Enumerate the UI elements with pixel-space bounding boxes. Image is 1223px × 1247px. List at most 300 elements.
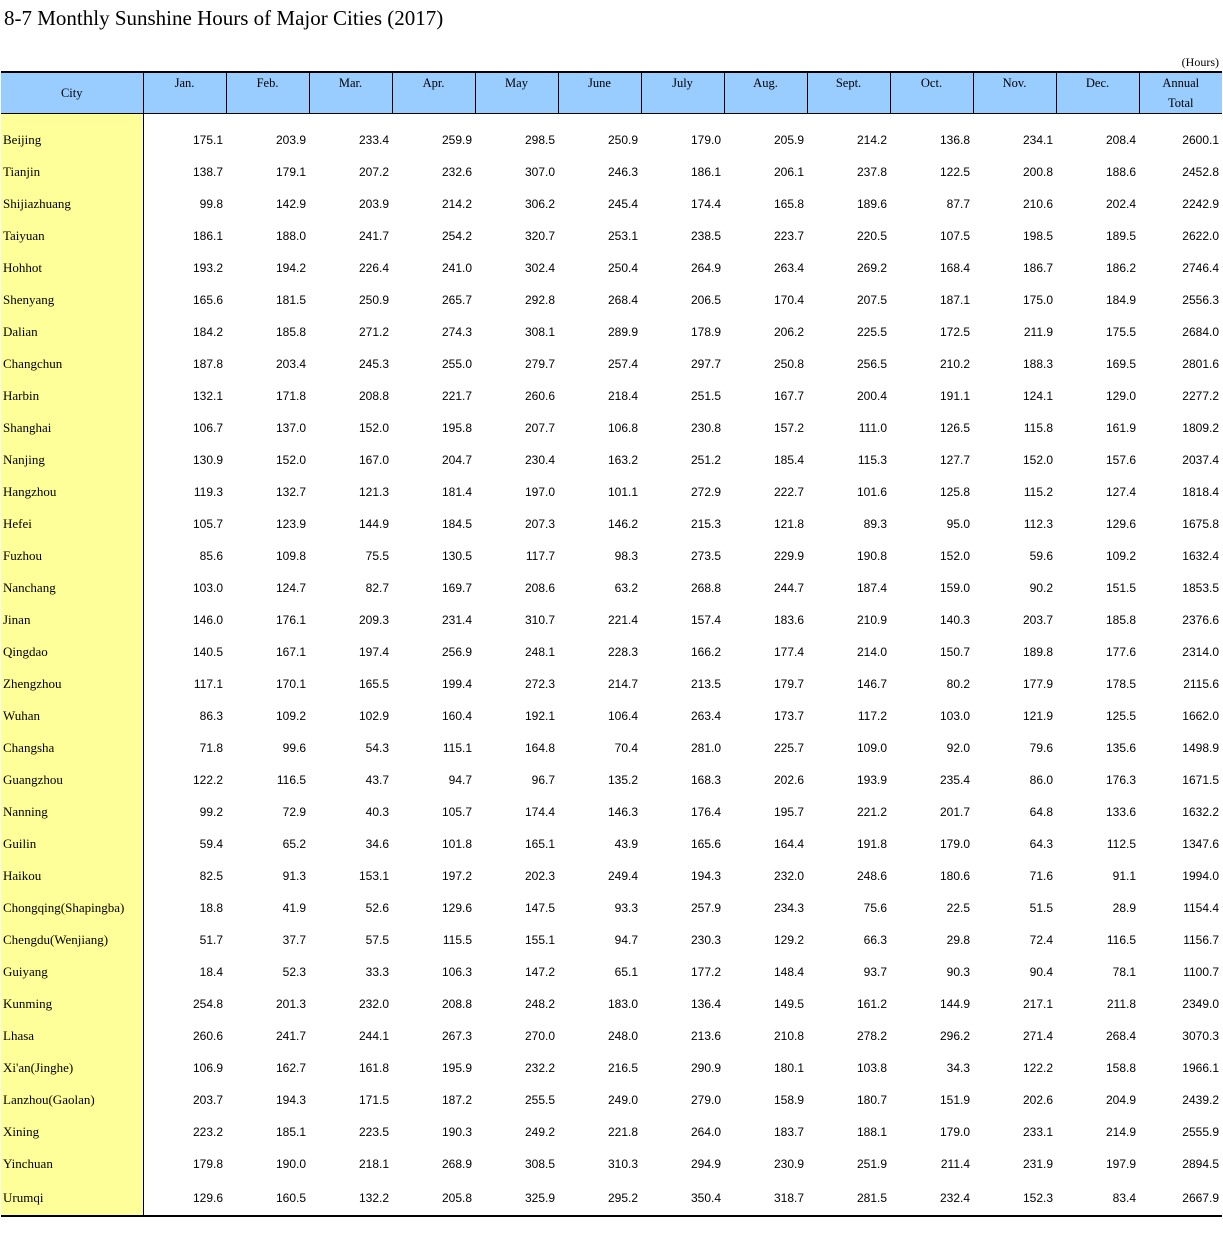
month-value-cell: 296.2 [939, 1029, 970, 1043]
month-value-cell: 214.7 [607, 677, 638, 691]
table-row [1, 444, 1222, 476]
month-value-cell: 146.2 [607, 517, 638, 531]
month-value-cell: 201.7 [939, 805, 970, 819]
month-value-cell: 232.4 [890, 1180, 973, 1216]
month-value-cell: 186.2 [1105, 261, 1136, 275]
month-value-cell: 186.1 [192, 229, 223, 243]
month-value-cell: 267.3 [441, 1029, 472, 1043]
month-value-cell: 93.7 [863, 965, 887, 979]
month-value-cell: 177.6 [1105, 645, 1136, 659]
month-value-cell: 272.3 [524, 677, 555, 691]
month-value-cell: 65.2 [282, 837, 306, 851]
annual-total-cell: 2622.0 [1182, 229, 1219, 243]
annual-total-cell: 1154.4 [1183, 901, 1219, 915]
header-annual-total [1139, 72, 1222, 114]
month-value-cell: 253.1 [607, 229, 638, 243]
month-value-cell: 195.8 [441, 421, 472, 435]
month-value-cell: 37.7 [282, 933, 306, 947]
table-row [1, 1116, 1222, 1148]
month-value-cell: 179.7 [773, 677, 804, 691]
month-value-cell: 230.3 [690, 933, 721, 947]
month-value-cell: 52.3 [282, 965, 306, 979]
month-value-cell: 189.6 [856, 197, 887, 211]
month-value-cell: 208.4 [1105, 133, 1136, 147]
month-value-cell: 184.9 [1105, 293, 1136, 307]
table-row [1, 956, 1222, 988]
month-value-cell: 115.5 [442, 933, 472, 947]
month-value-cell: 241.7 [358, 229, 389, 243]
month-value-cell: 225.5 [856, 325, 887, 339]
month-value-cell: 211.8 [1106, 997, 1136, 1011]
city-name-cell: Lhasa [1, 1020, 143, 1052]
month-value-cell: 223.2 [192, 1125, 223, 1139]
month-value-cell: 103.8 [856, 1061, 887, 1075]
annual-total-cell: 2600.1 [1182, 133, 1219, 147]
annual-total-cell: 1100.7 [1183, 965, 1219, 979]
month-value-cell: 250.9 [607, 133, 638, 147]
month-value-cell: 137.0 [275, 421, 306, 435]
city-name-cell: Lanzhou(Gaolan) [1, 1084, 143, 1116]
month-value-cell: 241.0 [441, 261, 472, 275]
month-value-cell: 193.2 [192, 261, 223, 275]
month-value-cell: 179.8 [192, 1157, 223, 1171]
month-value-cell: 132.7 [275, 485, 306, 499]
month-value-cell: 78.1 [1112, 965, 1136, 979]
month-value-cell: 263.4 [690, 709, 721, 723]
month-value-cell: 257.9 [690, 901, 721, 915]
month-value-cell: 187.4 [856, 581, 887, 595]
header-month: Oct. [890, 72, 973, 114]
city-name-cell: Harbin [1, 380, 143, 412]
month-value-cell: 235.4 [939, 773, 970, 787]
month-value-cell: 190.0 [275, 1157, 306, 1171]
table-row [1, 636, 1222, 668]
table-row [1, 604, 1222, 636]
month-value-cell: 223.5 [358, 1125, 389, 1139]
month-value-cell: 206.5 [690, 293, 721, 307]
spacer-row [1, 114, 1222, 125]
month-value-cell: 170.4 [773, 293, 804, 307]
month-value-cell: 217.1 [1022, 997, 1053, 1011]
month-value-cell: 203.7 [192, 1093, 223, 1107]
month-value-cell: 204.9 [1105, 1093, 1136, 1107]
month-value-cell: 165.8 [773, 197, 804, 211]
month-value-cell: 165.5 [358, 677, 389, 691]
month-value-cell: 210.8 [773, 1029, 804, 1043]
month-value-cell: 281.5 [807, 1180, 890, 1216]
month-value-cell: 233.1 [1022, 1125, 1053, 1139]
month-value-cell: 213.6 [690, 1029, 721, 1043]
month-value-cell: 63.2 [614, 581, 638, 595]
month-value-cell: 51.7 [199, 933, 223, 947]
month-value-cell: 130.5 [441, 549, 472, 563]
month-value-cell: 158.8 [1105, 1061, 1136, 1075]
month-value-cell: 214.2 [441, 197, 472, 211]
month-value-cell: 75.5 [365, 549, 389, 563]
city-name-cell: Zhengzhou [1, 668, 143, 700]
month-value-cell: 174.4 [690, 197, 721, 211]
month-value-cell: 178.5 [1105, 677, 1136, 691]
month-value-cell: 43.9 [614, 837, 638, 851]
month-value-cell: 190.3 [441, 1125, 472, 1139]
month-value-cell: 185.4 [773, 453, 804, 467]
month-value-cell: 245.3 [358, 357, 389, 371]
month-value-cell: 189.5 [1105, 229, 1136, 243]
table-row [1, 220, 1222, 252]
month-value-cell: 34.3 [946, 1061, 970, 1075]
month-value-cell: 109.8 [275, 549, 306, 563]
table-row [1, 1180, 1222, 1216]
month-value-cell: 251.9 [856, 1157, 887, 1171]
header-month: July [641, 72, 724, 114]
month-value-cell: 194.2 [275, 261, 306, 275]
header-month: Mar. [309, 72, 392, 114]
month-value-cell: 90.3 [946, 965, 970, 979]
annual-total-cell: 2746.4 [1182, 261, 1219, 275]
month-value-cell: 251.5 [690, 389, 721, 403]
month-value-cell: 201.3 [275, 997, 306, 1011]
month-value-cell: 200.4 [856, 389, 887, 403]
month-value-cell: 34.6 [365, 837, 389, 851]
month-value-cell: 115.8 [1023, 421, 1053, 435]
month-value-cell: 191.8 [856, 837, 887, 851]
month-value-cell: 18.8 [199, 901, 223, 915]
city-name-cell: Xi'an(Jinghe) [1, 1052, 143, 1084]
month-value-cell: 298.5 [524, 133, 555, 147]
month-value-cell: 251.2 [690, 453, 721, 467]
annual-total-cell: 2115.6 [1183, 677, 1219, 691]
month-value-cell: 129.6 [1105, 517, 1136, 531]
month-value-cell: 54.3 [365, 741, 389, 755]
month-value-cell: 40.3 [365, 805, 389, 819]
month-value-cell: 152.3 [973, 1180, 1056, 1216]
annual-total-cell: 2037.4 [1182, 453, 1219, 467]
city-name-cell: Guiyang [1, 956, 143, 988]
month-value-cell: 281.0 [690, 741, 721, 755]
month-value-cell: 249.4 [607, 869, 638, 883]
month-value-cell: 82.7 [365, 581, 389, 595]
month-value-cell: 184.5 [441, 517, 472, 531]
month-value-cell: 223.7 [773, 229, 804, 243]
month-value-cell: 234.1 [1022, 133, 1053, 147]
month-value-cell: 127.7 [939, 453, 970, 467]
month-value-cell: 79.6 [1029, 741, 1053, 755]
month-value-cell: 256.9 [441, 645, 472, 659]
month-value-cell: 171.8 [275, 389, 306, 403]
month-value-cell: 106.8 [607, 421, 638, 435]
month-value-cell: 109.0 [856, 741, 887, 755]
month-value-cell: 248.1 [524, 645, 555, 659]
month-value-cell: 248.2 [524, 997, 555, 1011]
month-value-cell: 71.6 [1029, 869, 1053, 883]
month-value-cell: 210.6 [1022, 197, 1053, 211]
table-row [1, 508, 1222, 540]
month-value-cell: 135.2 [607, 773, 638, 787]
month-value-cell: 177.9 [1022, 677, 1053, 691]
month-value-cell: 144.9 [358, 517, 389, 531]
month-value-cell: 188.1 [856, 1125, 887, 1139]
month-value-cell: 179.1 [275, 165, 306, 179]
table-row [1, 1020, 1222, 1052]
header-month: Jan. [143, 72, 226, 114]
month-value-cell: 96.7 [531, 773, 555, 787]
month-value-cell: 193.9 [856, 773, 887, 787]
month-value-cell: 203.9 [358, 197, 389, 211]
month-value-cell: 218.4 [607, 389, 638, 403]
month-value-cell: 168.3 [690, 773, 721, 787]
month-value-cell: 152.0 [275, 453, 306, 467]
month-value-cell: 206.2 [773, 325, 804, 339]
month-value-cell: 218.1 [358, 1157, 389, 1171]
city-name-cell: Changchun [1, 348, 143, 380]
month-value-cell: 265.7 [441, 293, 472, 307]
month-value-cell: 190.8 [856, 549, 887, 563]
month-value-cell: 278.2 [856, 1029, 887, 1043]
month-value-cell: 122.2 [192, 773, 223, 787]
month-value-cell: 202.6 [773, 773, 804, 787]
month-value-cell: 80.2 [946, 677, 970, 691]
month-value-cell: 75.6 [863, 901, 887, 915]
month-value-cell: 350.4 [641, 1180, 724, 1216]
annual-total-cell: 2349.0 [1182, 997, 1219, 1011]
month-value-cell: 66.3 [863, 933, 887, 947]
month-value-cell: 221.4 [607, 613, 638, 627]
month-value-cell: 213.5 [690, 677, 721, 691]
month-value-cell: 207.2 [358, 165, 389, 179]
month-value-cell: 150.7 [939, 645, 970, 659]
table-row [1, 892, 1222, 924]
month-value-cell: 115.2 [1023, 485, 1053, 499]
month-value-cell: 159.0 [939, 581, 970, 595]
month-value-cell: 85.6 [199, 549, 223, 563]
month-value-cell: 307.0 [524, 165, 555, 179]
month-value-cell: 103.0 [192, 581, 223, 595]
annual-total-cell: 2801.6 [1182, 357, 1219, 371]
month-value-cell: 164.4 [773, 837, 804, 851]
month-value-cell: 256.5 [856, 357, 887, 371]
month-value-cell: 138.7 [192, 165, 223, 179]
month-value-cell: 119.3 [193, 485, 223, 499]
month-value-cell: 320.7 [524, 229, 555, 243]
month-value-cell: 121.9 [1022, 709, 1053, 723]
month-value-cell: 205.8 [392, 1180, 475, 1216]
annual-total-cell: 1818.4 [1182, 485, 1219, 499]
month-value-cell: 234.3 [773, 901, 804, 915]
annual-total-cell: 1994.0 [1182, 869, 1219, 883]
month-value-cell: 98.3 [614, 549, 638, 563]
month-value-cell: 250.4 [607, 261, 638, 275]
month-value-cell: 197.9 [1105, 1157, 1136, 1171]
table-row [1, 188, 1222, 220]
annual-total-cell: 1156.7 [1183, 933, 1219, 947]
month-value-cell: 115.1 [442, 741, 472, 755]
month-value-cell: 93.3 [614, 901, 638, 915]
month-value-cell: 241.7 [275, 1029, 306, 1043]
city-name-cell: Haikou [1, 860, 143, 892]
month-value-cell: 176.1 [275, 613, 306, 627]
header-annual-line2: Total [1167, 96, 1194, 110]
table-row [1, 988, 1222, 1020]
annual-total-cell: 2667.9 [1139, 1180, 1222, 1216]
month-value-cell: 146.0 [192, 613, 223, 627]
city-name-cell: Tianjin [1, 156, 143, 188]
month-value-cell: 116.5 [1106, 933, 1136, 947]
month-value-cell: 200.8 [1022, 165, 1053, 179]
month-value-cell: 22.5 [946, 901, 970, 915]
month-value-cell: 230.4 [524, 453, 555, 467]
month-value-cell: 195.9 [441, 1061, 472, 1075]
month-value-cell: 105.7 [441, 805, 472, 819]
month-value-cell: 181.4 [441, 485, 472, 499]
month-value-cell: 268.4 [1105, 1029, 1136, 1043]
header-month: Feb. [226, 72, 309, 114]
month-value-cell: 89.3 [863, 517, 887, 531]
month-value-cell: 107.5 [939, 229, 970, 243]
month-value-cell: 109.2 [1105, 549, 1136, 563]
month-value-cell: 214.9 [1105, 1125, 1136, 1139]
month-value-cell: 152.0 [1022, 453, 1053, 467]
month-value-cell: 52.6 [365, 901, 389, 915]
month-value-cell: 28.9 [1112, 901, 1136, 915]
month-value-cell: 233.4 [358, 133, 389, 147]
month-value-cell: 140.3 [939, 613, 970, 627]
month-value-cell: 289.9 [607, 325, 638, 339]
month-value-cell: 180.7 [856, 1093, 887, 1107]
city-name-cell: Nanning [1, 796, 143, 828]
month-value-cell: 310.3 [607, 1157, 638, 1171]
month-value-cell: 255.5 [524, 1093, 555, 1107]
table-row [1, 860, 1222, 892]
month-value-cell: 147.2 [524, 965, 555, 979]
month-value-cell: 232.0 [773, 869, 804, 883]
month-value-cell: 248.6 [856, 869, 887, 883]
month-value-cell: 221.2 [856, 805, 887, 819]
annual-total-cell: 2376.6 [1182, 613, 1219, 627]
month-value-cell: 249.0 [607, 1093, 638, 1107]
month-value-cell: 86.0 [1029, 773, 1053, 787]
month-value-cell: 169.5 [1105, 357, 1136, 371]
month-value-cell: 208.8 [441, 997, 472, 1011]
month-value-cell: 115.3 [857, 453, 887, 467]
annual-total-cell: 2439.2 [1182, 1093, 1219, 1107]
month-value-cell: 161.2 [856, 997, 887, 1011]
month-value-cell: 211.4 [940, 1157, 970, 1171]
month-value-cell: 189.8 [1022, 645, 1053, 659]
month-value-cell: 216.5 [607, 1061, 638, 1075]
header-month: May [475, 72, 558, 114]
month-value-cell: 169.7 [441, 581, 472, 595]
month-value-cell: 103.0 [939, 709, 970, 723]
month-value-cell: 192.1 [524, 709, 555, 723]
month-value-cell: 65.1 [614, 965, 638, 979]
annual-total-cell: 1662.0 [1182, 709, 1219, 723]
annual-total-cell: 1632.2 [1182, 805, 1219, 819]
table-body [1, 114, 1222, 1217]
month-value-cell: 231.4 [441, 613, 472, 627]
month-value-cell: 179.0 [939, 837, 970, 851]
month-value-cell: 229.9 [773, 549, 804, 563]
month-value-cell: 231.9 [1022, 1157, 1053, 1171]
month-value-cell: 306.2 [524, 197, 555, 211]
table-row [1, 668, 1222, 700]
table-row [1, 828, 1222, 860]
month-value-cell: 167.0 [358, 453, 389, 467]
city-name-cell: Beijing [1, 124, 143, 156]
month-value-cell: 170.1 [275, 677, 306, 691]
month-value-cell: 133.6 [1105, 805, 1136, 819]
month-value-cell: 132.2 [309, 1180, 392, 1216]
month-value-cell: 184.2 [192, 325, 223, 339]
city-name-cell: Xining [1, 1116, 143, 1148]
month-value-cell: 122.2 [1022, 1061, 1053, 1075]
table-row [1, 1148, 1222, 1180]
month-value-cell: 105.7 [192, 517, 223, 531]
month-value-cell: 175.1 [192, 133, 223, 147]
month-value-cell: 208.6 [524, 581, 555, 595]
month-value-cell: 269.2 [856, 261, 887, 275]
month-value-cell: 59.6 [1029, 549, 1053, 563]
city-spacer-cell [1, 114, 143, 125]
month-value-cell: 136.8 [939, 133, 970, 147]
city-name-cell: Taiyuan [1, 220, 143, 252]
month-value-cell: 165.1 [524, 837, 555, 851]
month-value-cell: 264.9 [690, 261, 721, 275]
month-value-cell: 160.5 [226, 1180, 309, 1216]
month-value-cell: 151.9 [939, 1093, 970, 1107]
city-name-cell: Kunming [1, 988, 143, 1020]
city-name-cell: Hohhot [1, 252, 143, 284]
month-value-cell: 92.0 [946, 741, 970, 755]
month-value-cell: 112.3 [1023, 517, 1053, 531]
page-title: 8-7 Monthly Sunshine Hours of Major Cities (2017) [4, 6, 444, 30]
table-row [1, 764, 1222, 796]
month-value-cell: 246.3 [607, 165, 638, 179]
month-value-cell: 174.4 [524, 805, 555, 819]
month-value-cell: 274.3 [441, 325, 472, 339]
month-value-cell: 161.9 [1105, 421, 1136, 435]
month-value-cell: 260.6 [192, 1029, 223, 1043]
month-value-cell: 325.9 [475, 1180, 558, 1216]
sunshine-table [1, 71, 1222, 1217]
month-value-cell: 202.3 [524, 869, 555, 883]
city-name-cell: Guangzhou [1, 764, 143, 796]
month-value-cell: 129.0 [1105, 389, 1136, 403]
month-value-cell: 117.2 [857, 709, 887, 723]
city-name-cell: Wuhan [1, 700, 143, 732]
city-name-cell: Chongqing(Shapingba) [1, 892, 143, 924]
month-value-cell: 129.6 [143, 1180, 226, 1216]
table-row [1, 1052, 1222, 1084]
city-name-cell: Shenyang [1, 284, 143, 316]
month-value-cell: 149.5 [773, 997, 804, 1011]
table-row [1, 572, 1222, 604]
header-month: June [558, 72, 641, 114]
spacer-cell [143, 114, 1222, 125]
month-value-cell: 260.6 [524, 389, 555, 403]
month-value-cell: 176.4 [690, 805, 721, 819]
table-row [1, 124, 1222, 156]
header-month: Aug. [724, 72, 807, 114]
month-value-cell: 94.7 [448, 773, 472, 787]
month-value-cell: 153.1 [358, 869, 389, 883]
month-value-cell: 214.2 [856, 133, 887, 147]
city-name-cell: Chengdu(Wenjiang) [1, 924, 143, 956]
month-value-cell: 129.6 [441, 901, 472, 915]
city-name-cell: Guilin [1, 828, 143, 860]
month-value-cell: 124.1 [1022, 389, 1053, 403]
month-value-cell: 207.3 [524, 517, 555, 531]
annual-total-cell: 2242.9 [1182, 197, 1219, 211]
